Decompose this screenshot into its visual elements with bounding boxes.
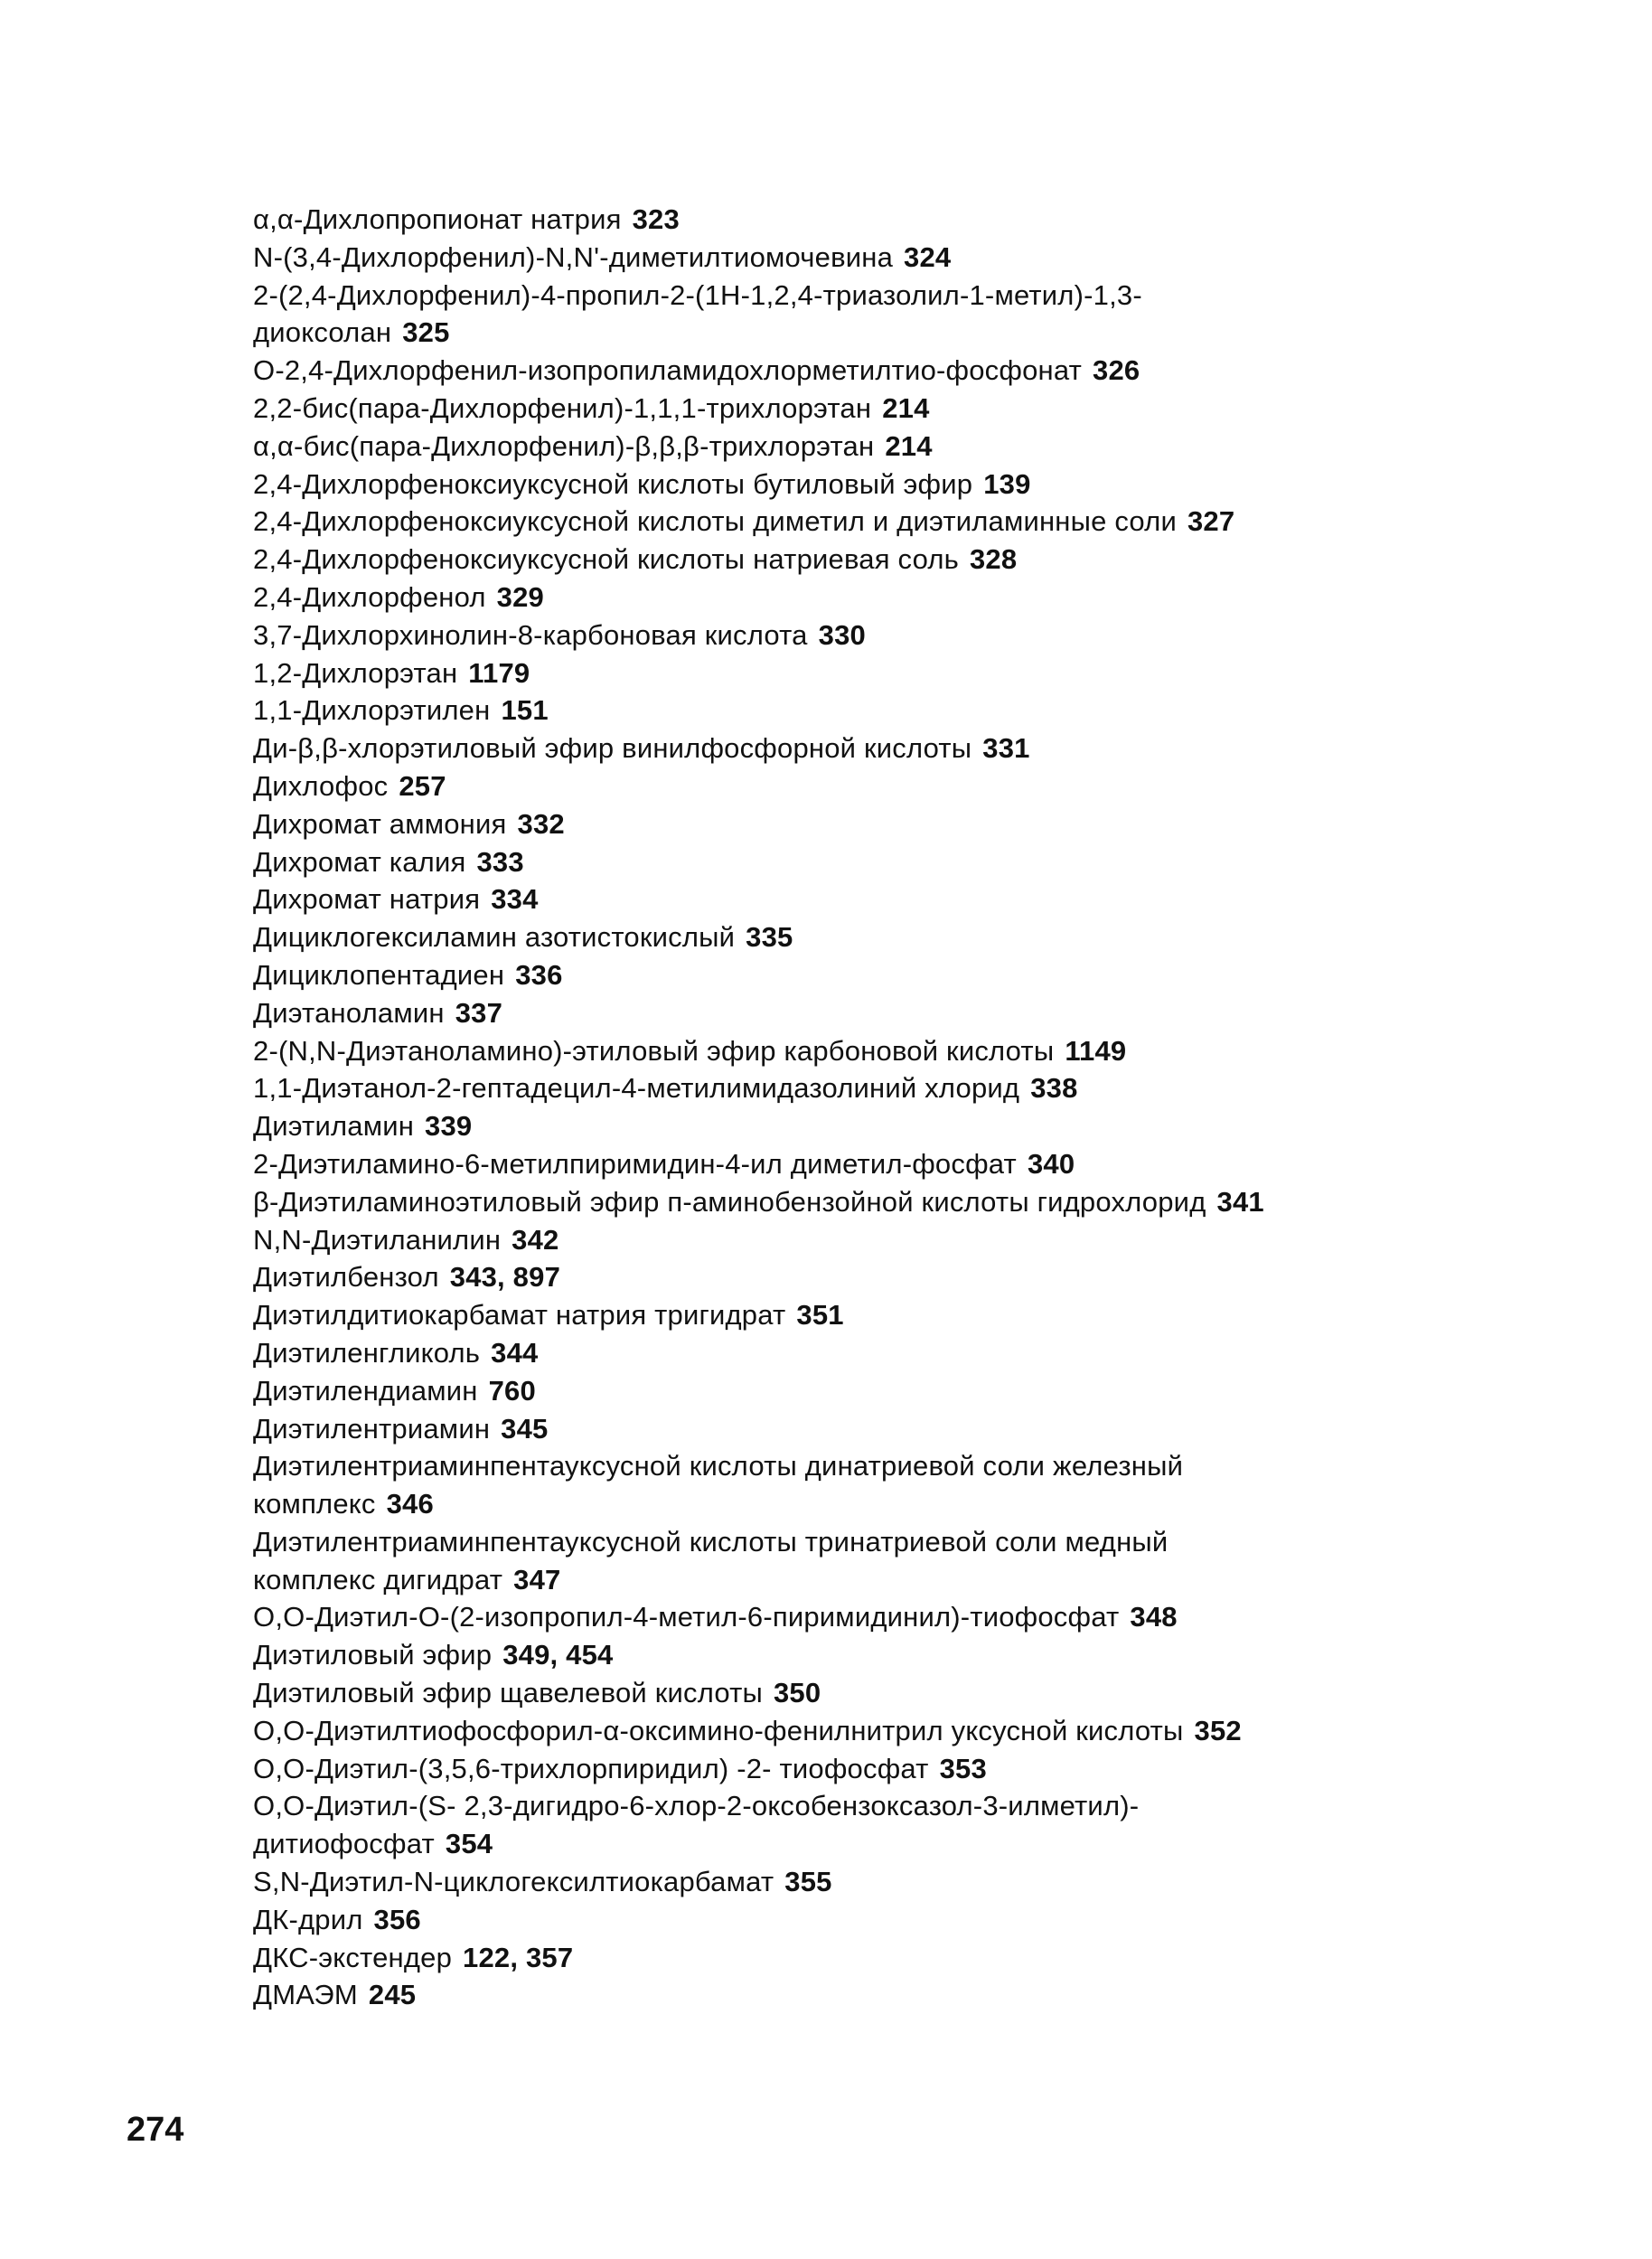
index-entry-page-refs: 349, 454	[502, 1639, 614, 1671]
index-entry	[253, 466, 1464, 504]
index-entry-page-refs: 351	[796, 1299, 844, 1332]
index-entry-page-refs: 337	[455, 996, 503, 1029]
index-entry	[253, 956, 1464, 994]
index-entry	[253, 390, 1464, 428]
index-entry-page-refs: 340	[1027, 1147, 1075, 1180]
index-entry	[253, 1107, 1464, 1145]
index-entry	[253, 617, 1464, 654]
index-entry	[253, 1447, 1464, 1523]
index-entry-page-refs: 330	[818, 618, 866, 651]
index-entry	[253, 201, 1464, 239]
index-entry-term: α,α-бис(пара-Дихлорфенил)-β,β,β-трихлорэтан	[253, 429, 875, 462]
index-entry-term: Дихромат калия	[253, 845, 466, 878]
index-entry-term: Дициклогексиламин азотистокислый	[253, 921, 736, 954]
index-entry	[253, 843, 1464, 881]
index-entry	[253, 1372, 1464, 1410]
index-entry	[253, 918, 1464, 956]
index-entry-page-refs: 214	[882, 391, 930, 424]
index-entry	[253, 1523, 1464, 1599]
index-entry-page-refs: 332	[517, 807, 565, 840]
index-entry-term: 2,2-бис(пара-Дихлорфенил)-1,1,1-трихлорэтан	[253, 391, 872, 424]
index-entry-page-refs: 348	[1130, 1601, 1178, 1633]
index-entry-page-refs: 1179	[468, 656, 530, 689]
index-entry-list	[253, 201, 1464, 2014]
index-entry-term: Дихромат аммония	[253, 807, 507, 840]
index-entry-term: Диэтилендиамин	[253, 1374, 478, 1407]
index-entry-page-refs: 343, 897	[449, 1261, 561, 1294]
index-entry-page-refs: 355	[784, 1866, 832, 1898]
index-entry-page-refs: 139	[983, 467, 1031, 500]
index-entry	[253, 1258, 1464, 1296]
index-entry-page-refs: 350	[773, 1677, 821, 1709]
index-entry-term: N-(3,4-Дихлорфенил)-N,N'-диметилтиомочевина	[253, 240, 894, 273]
page-number: 274	[127, 2111, 184, 2149]
index-entry-page-refs: 341	[1216, 1185, 1264, 1218]
index-entry-term: β-Диэтиламиноэтиловый эфир п-аминобензойной кислоты гидрохлорид	[253, 1185, 1206, 1218]
index-entry-page-refs: 342	[512, 1223, 559, 1256]
index-entry-term: Диэтилентриаминпентауксусной кислоты динатриевой соли железный комплекс	[253, 1450, 1184, 1520]
index-entry-page-refs: 760	[488, 1374, 536, 1407]
index-entry-term: O-2,4-Дихлорфенил-изопропиламидохлорметилтио-фосфонат	[253, 354, 1083, 387]
index-entry-term: Диэтилентриаминпентауксусной кислоты тринатриевой соли медный комплекс дигидрат	[253, 1525, 1169, 1595]
index-entry-page-refs: 347	[513, 1563, 561, 1595]
index-entry-term: α,α-Дихлопропионат натрия	[253, 203, 622, 235]
index-entry-term: ДК-дрил	[253, 1903, 363, 1935]
index-entry	[253, 1410, 1464, 1448]
index-entry	[253, 1334, 1464, 1372]
index-entry	[253, 1221, 1464, 1259]
index-entry-page-refs: 354	[445, 1828, 493, 1860]
index-entry-term: Диэтиловый эфир	[253, 1639, 493, 1671]
index-entry-page-refs: 344	[491, 1336, 539, 1369]
index-entry-page-refs: 356	[373, 1903, 421, 1935]
index-entry-page-refs: 352	[1194, 1714, 1242, 1746]
index-entry-page-refs: 1149	[1065, 1034, 1127, 1067]
index-entry-page-refs: 326	[1093, 354, 1140, 387]
index-entry	[253, 503, 1464, 541]
index-entry-page-refs: 122, 357	[463, 1941, 574, 1973]
index-entry-page-refs: 257	[399, 769, 446, 802]
index-entry-term: ДМАЭМ	[253, 1979, 358, 2011]
index-entry-term: Диэтиловый эфир щавелевой кислоты	[253, 1677, 763, 1709]
index-entry-page-refs: 323	[632, 203, 680, 235]
index-entry-term: Ди-β,β-хлорэтиловый эфир винилфосфорной кислоты	[253, 732, 972, 765]
index-entry	[253, 1296, 1464, 1334]
index-entry-term: 2-Диэтиламино-6-метилпиримидин-4-ил диметил-фосфат	[253, 1147, 1017, 1180]
index-entry-page-refs: 353	[939, 1752, 987, 1784]
index-entry	[253, 541, 1464, 579]
index-entry	[253, 1939, 1464, 1977]
index-entry-term: S,N-Диэтил-N-циклогексилтиокарбамат	[253, 1866, 774, 1898]
index-entry	[253, 428, 1464, 466]
index-entry	[253, 1069, 1464, 1107]
index-entry-term: O,O-Диэтил-O-(2-изопропил-4-метил-6-пиримидинил)-тиофосфат	[253, 1601, 1120, 1633]
index-entry	[253, 1712, 1464, 1750]
index-entry-page-refs: 339	[425, 1110, 473, 1143]
index-entry-page-refs: 151	[501, 694, 549, 727]
index-entry	[253, 352, 1464, 390]
index-entry	[253, 1976, 1464, 2014]
index-entry-term: 2,4-Дихлорфеноксиуксусной кислоты бутиловый эфир	[253, 467, 973, 500]
index-entry	[253, 1787, 1464, 1863]
index-entry	[253, 1636, 1464, 1674]
index-entry	[253, 1183, 1464, 1221]
index-entry-page-refs: 325	[402, 316, 450, 349]
index-entry-term: 2,4-Дихлорфенол	[253, 580, 486, 613]
index-entry-term: Диэтаноламин	[253, 996, 445, 1029]
index-entry	[253, 1598, 1464, 1636]
index-entry-term: 1,1-Дихлорэтилен	[253, 694, 491, 727]
index-entry-page-refs: 346	[386, 1488, 434, 1520]
index-entry-page-refs: 345	[501, 1412, 549, 1445]
index-entry	[253, 729, 1464, 767]
index-entry	[253, 1863, 1464, 1901]
index-entry-term: O,O-Диэтил-(3,5,6-трихлорпиридил) -2- тиофосфат	[253, 1752, 929, 1784]
index-entry-term: 1,2-Дихлорэтан	[253, 656, 458, 689]
index-entry-page-refs: 324	[904, 240, 952, 273]
index-entry	[253, 1901, 1464, 1939]
index-entry-page-refs: 329	[496, 580, 544, 613]
index-entry-term: 2,4-Дихлорфеноксиуксусной кислоты диметил и диэтиламинные соли	[253, 505, 1177, 538]
index-entry	[253, 1145, 1464, 1183]
index-entry-page-refs: 335	[746, 921, 793, 954]
index-entry-term: 2-(2,4-Дихлорфенил)-4-пропил-2-(1H-1,2,4-триазолил-1-метил)-1,3- диоксолан	[253, 278, 1142, 349]
index-entry-term: Дихлофос	[253, 769, 389, 802]
index-entry	[253, 767, 1464, 805]
index-entry-term: Дихромат натрия	[253, 883, 481, 916]
index-entry-term: Диэтиленгликоль	[253, 1336, 481, 1369]
index-entry	[253, 880, 1464, 918]
index-entry-page-refs: 333	[476, 845, 524, 878]
index-entry-term: 1,1-Диэтанол-2-гептадецил-4-метилимидазолиний хлорид	[253, 1072, 1020, 1105]
index-entry	[253, 1750, 1464, 1788]
index-entry	[253, 277, 1464, 353]
index-entry	[253, 994, 1464, 1032]
index-entry-term: Диэтилентриамин	[253, 1412, 491, 1445]
index-entry	[253, 692, 1464, 729]
index-entry-page-refs: 336	[515, 958, 563, 991]
index-entry-term: 2-(N,N-Диэтаноламино)-этиловый эфир карбоновой кислоты	[253, 1034, 1055, 1067]
index-entry-page-refs: 331	[982, 732, 1030, 765]
index-entry-term: ДКС-экстендер	[253, 1941, 453, 1973]
index-entry-term: O,O-Диэтил-(S- 2,3-дигидро-6-хлор-2-оксобензоксазол-3-илметил)- дитиофосфат	[253, 1790, 1140, 1860]
index-entry	[253, 654, 1464, 692]
index-entry-page-refs: 245	[368, 1979, 417, 2011]
index-entry-term: Диэтилдитиокарбамат натрия тригидрат	[253, 1299, 786, 1332]
index-entry-page-refs: 334	[491, 883, 539, 916]
index-entry-page-refs: 338	[1030, 1072, 1078, 1105]
index-entry-page-refs: 328	[969, 543, 1018, 576]
index-entry-page-refs: 327	[1187, 505, 1235, 538]
index-entry-page-refs: 214	[885, 429, 933, 462]
index-entry	[253, 1674, 1464, 1712]
index-entry	[253, 239, 1464, 277]
index-entry-term: N,N-Диэтиланилин	[253, 1223, 502, 1256]
index-entry-term: O,O-Диэтилтиофосфорил-α-оксимино-фенилнитрил уксусной кислоты	[253, 1714, 1184, 1746]
index-entry-term: Дициклопентадиен	[253, 958, 505, 991]
index-entry-term: 2,4-Дихлорфеноксиуксусной кислоты натриевая соль	[253, 543, 959, 576]
index-entry	[253, 579, 1464, 617]
index-entry	[253, 805, 1464, 843]
index-entry	[253, 1032, 1464, 1070]
index-entry-term: Диэтилбензол	[253, 1261, 439, 1294]
index-entry-term: 3,7-Дихлорхинолин-8-карбоновая кислота	[253, 618, 808, 651]
index-entry-term: Диэтиламин	[253, 1110, 415, 1143]
